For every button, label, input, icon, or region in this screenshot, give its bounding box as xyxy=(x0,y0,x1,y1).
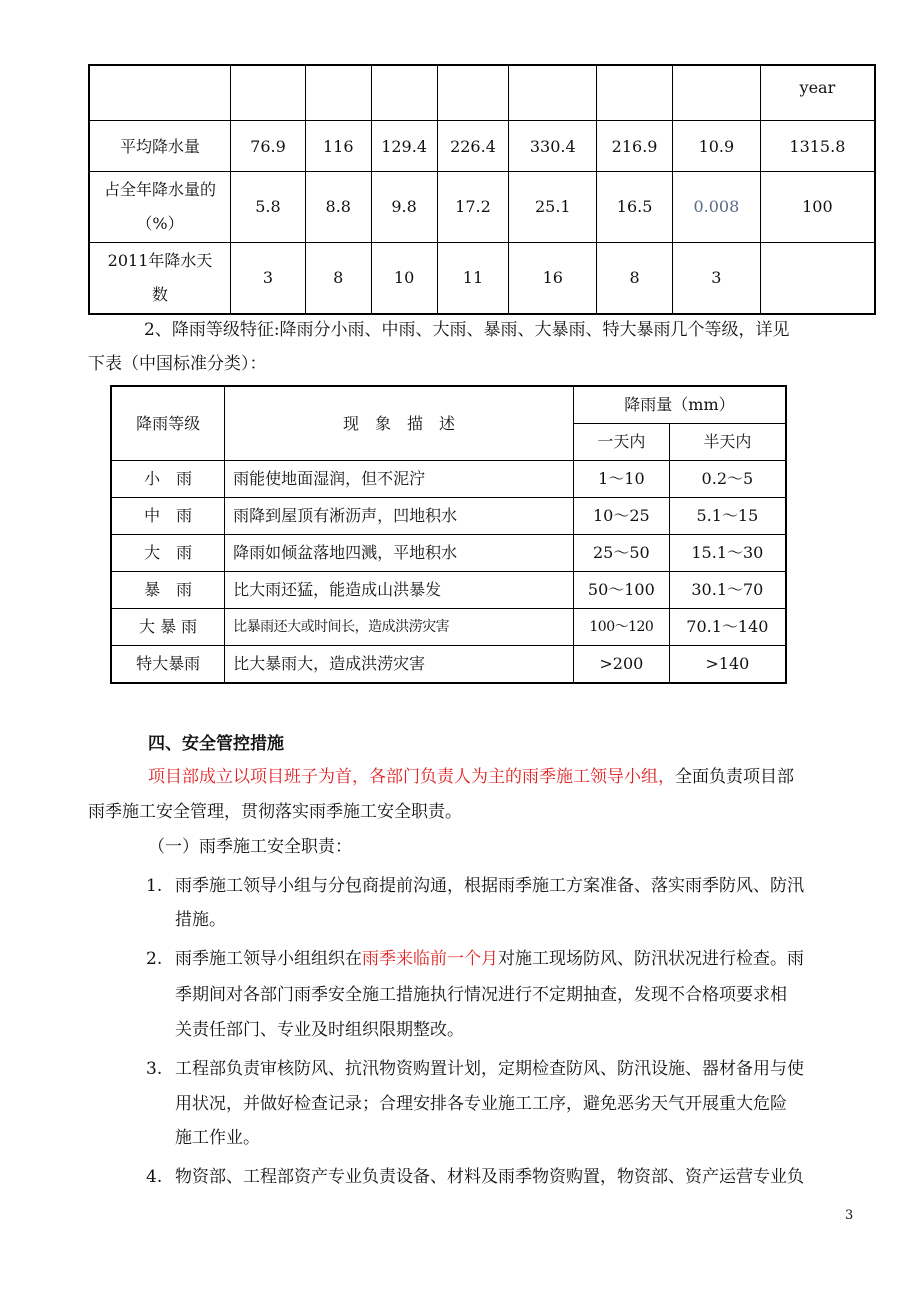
item-line: 雨季施工领导小组与分包商提前沟通，根据雨季施工方案准备、落实雨季防风、防汛 xyxy=(175,876,804,896)
half-cell: 0.2～5 xyxy=(669,461,786,498)
day-cell: 10～25 xyxy=(573,498,669,535)
table-header-row xyxy=(111,386,786,424)
table-cell: 9.8 xyxy=(371,172,437,243)
table-cell: 100 xyxy=(760,172,875,243)
rain-classification-table xyxy=(110,385,787,684)
table-cell xyxy=(673,65,761,121)
header-desc: 现 象 描 述 xyxy=(225,386,574,461)
table-cell: 1315.8 xyxy=(760,121,875,172)
section-intro-line2: 雨季施工安全管理，贯彻落实雨季施工安全职责。 xyxy=(88,802,462,822)
table-cell: 3 xyxy=(231,243,306,315)
item-number: 2. xyxy=(146,949,163,969)
desc-cell: 雨能使地面湿润，但不泥泞 xyxy=(225,461,574,498)
precipitation-table xyxy=(88,64,876,315)
table-cell: 8.8 xyxy=(305,172,371,243)
table-cell: 16.5 xyxy=(597,172,673,243)
item-line: 措施。 xyxy=(175,910,226,930)
table-cell: 116 xyxy=(305,121,371,172)
item-highlight: 雨季来临前一个月 xyxy=(362,949,498,969)
item-number: 1. xyxy=(146,876,163,896)
table-cell: 16 xyxy=(509,243,597,315)
table-cell: 0.008 xyxy=(673,172,761,243)
table-cell: 17.2 xyxy=(437,172,509,243)
table-row xyxy=(89,121,875,172)
section-intro-line1 xyxy=(148,761,794,794)
level-cell: 特大暴雨 xyxy=(111,646,225,684)
header-day: 一天内 xyxy=(573,424,669,461)
level-cell: 小 雨 xyxy=(111,461,225,498)
rain-level-paragraph-line1: 2、降雨等级特征:降雨分小雨、中雨、大雨、暴雨、大暴雨、特大暴雨几个等级，详见 xyxy=(144,320,790,340)
desc-cell: 比暴雨还大或时间长，造成洪涝灾害 xyxy=(225,609,574,646)
item-line: 物资部、工程部资产专业负责设备、材料及雨季物资购置，物资部、资产运营专业负 xyxy=(175,1167,804,1187)
desc-cell: 比大雨还猛，能造成山洪暴发 xyxy=(225,572,574,609)
desc-cell: 降雨如倾盆落地四溅，平地积水 xyxy=(225,535,574,572)
table-row xyxy=(111,461,786,498)
subsection-title: （一）雨季施工安全职责： xyxy=(148,837,352,857)
table-cell: 8 xyxy=(597,243,673,315)
table-cell xyxy=(305,65,371,121)
day-cell: >200 xyxy=(573,646,669,684)
table-cell xyxy=(760,243,875,315)
table-cell xyxy=(597,65,673,121)
item-number: 4. xyxy=(146,1167,163,1187)
half-cell: 5.1～15 xyxy=(669,498,786,535)
table-row xyxy=(111,535,786,572)
table-row xyxy=(111,498,786,535)
row-label: 占全年降水量的（%） xyxy=(89,172,231,243)
table-cell: 3 xyxy=(673,243,761,315)
section-title: 四、安全管控措施 xyxy=(148,734,284,754)
table-row xyxy=(89,172,875,243)
table-cell: 11 xyxy=(437,243,509,315)
item-line: 用状况，并做好检查记录；合理安排各专业施工工序，避免恶劣天气开展重大危险 xyxy=(175,1094,787,1114)
table-cell: 10 xyxy=(371,243,437,315)
table-cell xyxy=(509,65,597,121)
level-cell: 暴 雨 xyxy=(111,572,225,609)
header-half-day: 半天内 xyxy=(669,424,786,461)
item-text: 雨季施工领导小组组织在 xyxy=(175,949,362,969)
table-cell: 8 xyxy=(305,243,371,315)
row-label: 平均降水量 xyxy=(89,121,231,172)
item-line: 关责任部门、专业及时组织限期整改。 xyxy=(175,1020,464,1040)
day-cell: 100～120 xyxy=(573,609,669,646)
table-row xyxy=(111,609,786,646)
year-header-cell: year xyxy=(760,65,875,121)
level-cell: 大 暴 雨 xyxy=(111,609,225,646)
half-cell: 30.1～70 xyxy=(669,572,786,609)
table-cell xyxy=(437,65,509,121)
table-row xyxy=(111,572,786,609)
table-cell: 76.9 xyxy=(231,121,306,172)
desc-cell: 雨降到屋顶有淅沥声，凹地积水 xyxy=(225,498,574,535)
intro-highlight: 项目部成立以项目班子为首，各部门负责人为主的雨季施工领导小组， xyxy=(148,767,675,787)
item-line: 季期间对各部门雨季安全施工措施执行情况进行不定期抽查，发现不合格项要求相 xyxy=(175,985,787,1005)
table-cell: 216.9 xyxy=(597,121,673,172)
table-cell xyxy=(231,65,306,121)
table-row xyxy=(89,65,875,121)
table-cell: 10.9 xyxy=(673,121,761,172)
item-text: 对施工现场防风、防汛状况进行检查。雨 xyxy=(498,949,804,969)
rain-level-paragraph-line2: 下表（中国标准分类）： xyxy=(88,354,267,374)
level-cell: 中 雨 xyxy=(111,498,225,535)
intro-text: 全面负责项目部 xyxy=(675,767,794,787)
table-cell xyxy=(371,65,437,121)
half-cell: 15.1～30 xyxy=(669,535,786,572)
item-line: 工程部负责审核防风、抗汛物资购置计划，定期检查防风、防汛设施、器材备用与使 xyxy=(175,1059,804,1079)
table-cell: 25.1 xyxy=(509,172,597,243)
table-cell: 226.4 xyxy=(437,121,509,172)
level-cell: 大 雨 xyxy=(111,535,225,572)
table-cell xyxy=(89,65,231,121)
header-amount: 降雨量（mm） xyxy=(573,386,786,424)
table-row xyxy=(111,646,786,684)
desc-cell: 比大暴雨大，造成洪涝灾害 xyxy=(225,646,574,684)
page-number: 3 xyxy=(845,1208,854,1223)
item-line: 施工作业。 xyxy=(175,1128,260,1148)
table-cell: 330.4 xyxy=(509,121,597,172)
day-cell: 50～100 xyxy=(573,572,669,609)
day-cell: 25～50 xyxy=(573,535,669,572)
row-label: 2011年降水天数 xyxy=(89,243,231,315)
half-cell: >140 xyxy=(669,646,786,684)
table-row xyxy=(89,243,875,315)
table-cell: 5.8 xyxy=(231,172,306,243)
header-level: 降雨等级 xyxy=(111,386,225,461)
day-cell: 1～10 xyxy=(573,461,669,498)
table-cell: 129.4 xyxy=(371,121,437,172)
item-line xyxy=(175,943,804,976)
item-number: 3. xyxy=(146,1059,163,1079)
half-cell: 70.1～140 xyxy=(669,609,786,646)
